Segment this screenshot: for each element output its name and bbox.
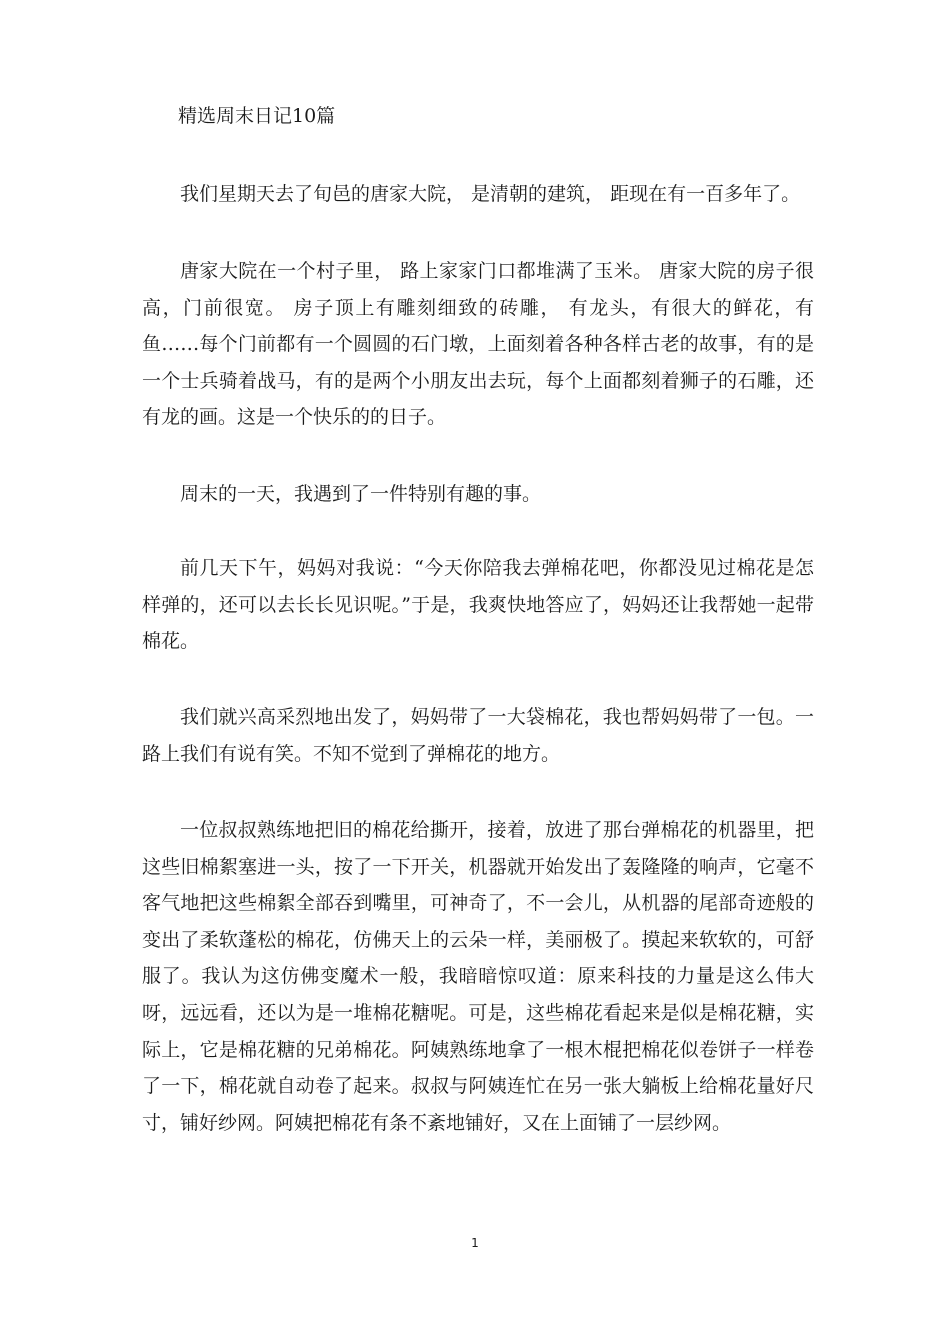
paragraph: 我们星期天去了旬邑的唐家大院， 是清朝的建筑， 距现在有一百多年了。 (180, 183, 801, 205)
paragraph: 我们就兴高采烈地出发了，妈妈带了一大袋棉花，我也帮妈妈带了一包。一路上我们有说有笑。不知不觉到了弹棉花的地方。 (142, 706, 814, 765)
paragraph: 周末的一天，我遇到了一件特别有趣的事。 (180, 483, 542, 505)
paragraph: 前几天下午，妈妈对我说：“今天你陪我去弹棉花吧，你都没见过棉花是怎样弹的，还可以去长长见识呢。”于是，我爽快地答应了，妈妈还让我帮她一起带棉花。 (142, 557, 814, 653)
document-title: 精选周末日记10篇 (178, 105, 336, 127)
page-number: 1 (471, 1236, 479, 1250)
paragraph: 一位叔叔熟练地把旧的棉花给撕开，接着，放进了那台弹棉花的机器里，把这些旧棉絮塞进一头，按了一下开关，机器就开始发出了轰隆隆的响声，它毫不客气地把这些棉絮全部吞到嘴里，可神奇了，不一会儿，从机器的尾部奇迹般的变出了柔软蓬松的棉花，仿佛天上的云朵一样，美丽极了。摸起来软软的，可舒服了。我认为这仿佛变魔术一般，我暗暗惊叹道：原来科技的力量是这么伟大呀，远远看，还以为是一堆棉花糖呢。可是，这些棉花看起来是似是棉花糖，实际上，它是棉花糖的兄弟棉花。阿姨熟练地拿了一根木棍把棉花似卷饼子一样卷了一下，棉花就自动卷了起来。叔叔与阿姨连忙在另一张大躺板上给棉花量好尺寸，铺好纱网。阿姨把棉花有条不紊地铺好，又在上面铺了一层纱网。 (142, 819, 814, 1134)
paragraph: 唐家大院在一个村子里， 路上家家门口都堆满了玉米。 唐家大院的房子很高，门前很宽。 房子顶上有雕刻细致的砖雕， 有龙头，有很大的鲜花，有鱼……每个门前都有一个圆圆的石门墩，上面刻着各种各样古老的故事，有的是一个士兵骑着战马，有的是两个小朋友出去玩，每个上面都刻着狮子的石雕，还有龙的画。这是一个快乐的的日子。 (142, 260, 814, 429)
